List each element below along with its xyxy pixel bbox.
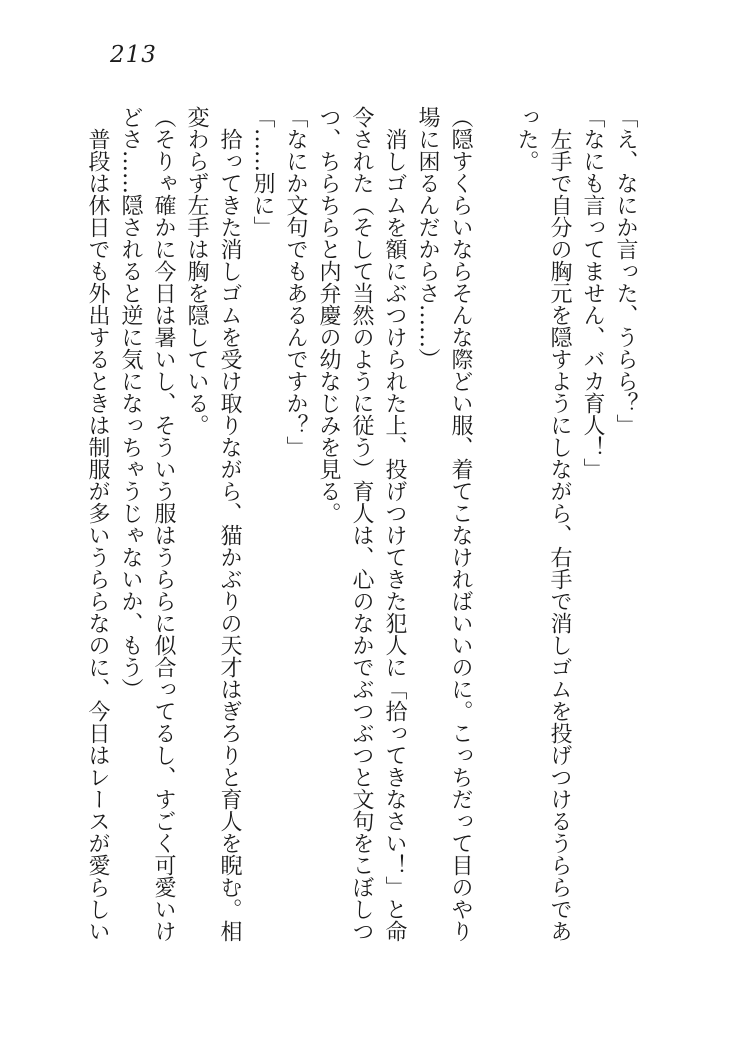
text-line: 普段は休日でも外出するときは制服が多いうららなのに、今日はレースが愛らしい <box>85 106 110 942</box>
text-line: 令された（そして当然のように従う）育人は、心のなかでぶつぶつと文句をこぼしつ <box>349 106 374 942</box>
text-line: 変わらず左手は胸を隠している。 <box>184 106 209 436</box>
text-line: （隠すくらいならそんな際どい服、着てこなければいいのに。こっちだって目のやり <box>448 106 473 942</box>
text-line: 消しゴムを額にぶつけられた上、投げつけてきた犯人に「拾ってきなさい！」と命 <box>382 106 407 942</box>
text-line: 「え、なにか言った、うらら？」 <box>613 106 638 436</box>
text-line <box>477 106 510 946</box>
text-line: どさ……隠されると逆に気になっちゃうじゃないか、もう） <box>118 106 143 700</box>
text-line: 「……別に」 <box>250 106 275 238</box>
text-line: 「なにか文句でもあるんですか？」 <box>283 106 308 458</box>
text-line: 左手で自分の胸元を隠すようにしながら、右手で消しゴムを投げつけるうららであ <box>547 106 572 942</box>
text-line: った。 <box>514 106 539 172</box>
page-number: 213 <box>110 42 157 68</box>
text-line: つ、ちらちらと内弁慶の幼なじみを見る。 <box>316 106 341 524</box>
text-line: 拾ってきた消しゴムを受け取りながら、猫かぶりの天才はぎろりと育人を睨む。相 <box>217 106 242 942</box>
text-line: 「なにも言ってません、バカ育人！」 <box>580 106 605 480</box>
text-line: （そりゃ確かに今日は暑いし、そういう服はうららに似合ってるし、すごく可愛いけ <box>151 106 176 942</box>
vertical-text-block <box>81 106 642 946</box>
text-line: 場に困るんだからさ……） <box>415 106 440 370</box>
